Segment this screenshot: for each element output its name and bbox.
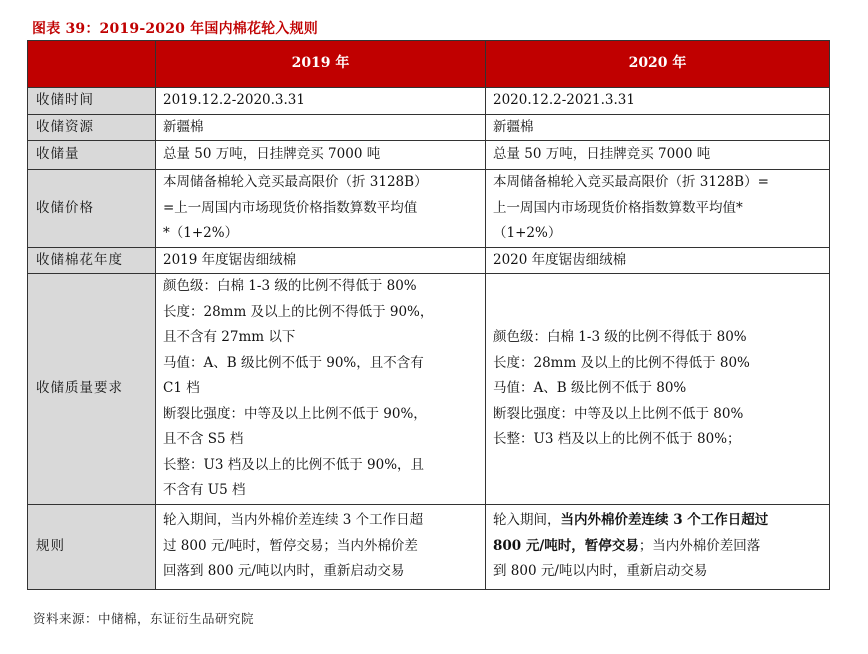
cotton-rules-table: [27, 40, 830, 590]
row-label-rule: 规则: [28, 504, 156, 589]
cell-rule-2020: [486, 504, 830, 589]
row-label-period: 收储时间: [28, 88, 156, 115]
cell-source-2020: 新疆棉: [486, 114, 830, 141]
cell-line: 长度：28mm 及以上的比例不得低于 80%: [493, 354, 750, 371]
cell-volume-2020: 总量 50 万吨，日挂牌竞买 7000 吨: [486, 141, 830, 170]
cell-period-2019: 2019.12.2-2020.3.31: [156, 88, 486, 115]
table-row-period: [28, 88, 830, 115]
cell-line: 本周储备棉轮入竞买最高限价（折 3128B）: [163, 174, 428, 190]
table-row-source: [28, 114, 830, 141]
row-label-source: 收储资源: [28, 114, 156, 141]
cell-price-2020: [486, 170, 830, 248]
cell-line: 长整：U3 档及以上的比例不低于 90%，且: [163, 456, 425, 473]
row-label-crop-year: 收储棉花年度: [28, 247, 156, 274]
cell-line: 过 800 元/吨时，暂停交易；当内外棉价差: [163, 537, 418, 554]
cell-rule-2019: [156, 504, 486, 589]
header-2019: 2019 年: [156, 41, 486, 88]
cell-price-2019: [156, 170, 486, 248]
row-label-price: 收储价格: [28, 170, 156, 248]
cell-quality-2019: [156, 274, 486, 505]
table-row-rule: [28, 504, 830, 589]
cell-line: 本周储备棉轮入竞买最高限价（折 3128B）=: [493, 174, 769, 190]
cell-quality-2020: [486, 274, 830, 505]
table-row-volume: [28, 141, 830, 170]
cell-source-2019: 新疆棉: [156, 114, 486, 141]
rule-highlight: 800 元/吨时，暂停交易: [493, 537, 639, 554]
cell-line: 颜色级：白棉 1-3 级的比例不得低于 80%: [493, 329, 747, 345]
cell-crop-year-2020: 2020 年度锯齿细绒棉: [486, 247, 830, 274]
cell-line: 回落到 800 元/吨以内时，重新启动交易: [163, 563, 405, 580]
cell-line: 长度：28mm 及以上的比例不得低于 90%，: [163, 303, 434, 320]
cell-period-2020: 2020.12.2-2021.3.31: [486, 88, 830, 115]
cell-line: 且不含有 27mm 以下: [163, 329, 296, 345]
cell-line: =上一周国内市场现货价格指数算数平均值: [163, 199, 418, 216]
cell-line: 颜色级：白棉 1-3 级的比例不得低于 80%: [163, 278, 417, 294]
cell-line: 马值：A、B 级比例不低于 80%: [493, 380, 687, 396]
header-2020: 2020 年: [486, 41, 830, 88]
rule-highlight: 当内外棉价差连续 3 个工作日超过: [560, 512, 769, 529]
cell-line: 到 800 元/吨以内时，重新启动交易: [493, 563, 708, 580]
rule-text: ；当内外棉价差回落: [638, 537, 761, 554]
cell-line: 不含有 U5 档: [163, 482, 246, 498]
cell-line: 断裂比强度：中等及以上比例不低于 80%: [493, 405, 744, 422]
cell-line: 马值：A、B 级比例不低于 90%，且不含有: [163, 354, 424, 371]
cell-line: 上一周国内市场现货价格指数算数平均值*: [493, 199, 743, 216]
cell-line: 长整：U3 档及以上的比例不低于 80%；: [493, 431, 741, 447]
table-header-row: [28, 41, 830, 88]
table-row-crop-year: [28, 247, 830, 274]
row-label-volume: 收储量: [28, 141, 156, 170]
cell-line: （1+2%）: [493, 225, 562, 241]
cell-line: 轮入期间，当内外棉价差连续 3 个工作日超: [163, 512, 424, 529]
cell-line: 断裂比强度：中等及以上比例不低于 90%，: [163, 405, 427, 422]
row-label-quality: 收储质量要求: [28, 274, 156, 505]
header-corner: [28, 41, 156, 88]
cell-line: *（1+2%）: [163, 225, 239, 241]
cell-line: [493, 508, 822, 534]
table-row-quality: [28, 274, 830, 505]
cell-line: 且不含 S5 档: [163, 431, 244, 447]
table-row-price: [28, 170, 830, 248]
source-note: 资料来源：中储棉，东证衍生品研究院: [33, 611, 255, 626]
cell-line: C1 档: [163, 380, 200, 396]
cell-volume-2019: 总量 50 万吨，日挂牌竞买 7000 吨: [156, 141, 486, 170]
cell-crop-year-2019: 2019 年度锯齿细绒棉: [156, 247, 486, 274]
figure-title: 图表 39：2019-2020 年国内棉花轮入规则: [32, 21, 318, 37]
cell-line: [493, 534, 822, 560]
rule-text: 轮入期间，: [493, 512, 561, 529]
